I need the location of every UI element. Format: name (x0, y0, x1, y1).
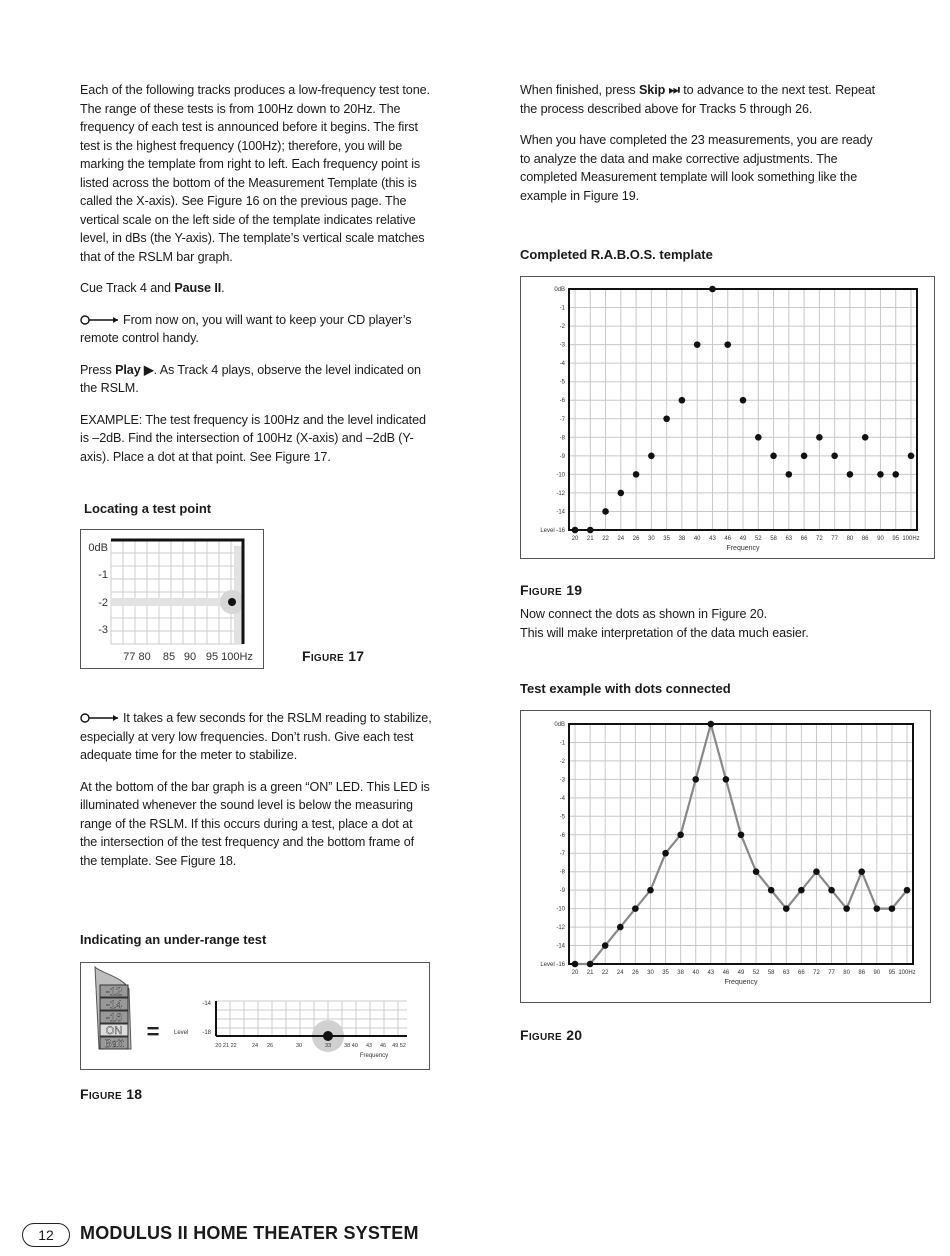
y-tick-label: -12 (556, 490, 565, 497)
level-label: Level (174, 1030, 189, 1036)
y-tick-label: -8 (559, 869, 565, 876)
data-point (708, 721, 715, 728)
fig17-x-label: 95 (205, 651, 219, 663)
cue-text: Cue Track 4 and (80, 281, 175, 295)
x-tick-label: 52 (752, 970, 760, 976)
x-tick-label: 49 (739, 536, 747, 542)
data-point (889, 905, 896, 912)
finished-text: When finished, press (520, 83, 639, 97)
x-tick-label: 58 (770, 536, 777, 542)
figure-18-graphic (80, 962, 430, 1070)
x-tick-label: 52 (754, 536, 762, 542)
y-tick-label: Level -16 (540, 528, 565, 534)
fig18-x-label: 24 (251, 1043, 259, 1049)
data-point (647, 887, 654, 894)
x-tick-label: 22 (601, 970, 609, 976)
x-tick-label: 26 (632, 970, 639, 976)
data-point (633, 471, 640, 478)
fig17-svg (81, 530, 263, 668)
y-tick-label: -5 (559, 814, 565, 821)
completed-paragraph: When you have completed the 23 measurements, you are ready to analyze the data and make corrective adjustments. The completed Measurement template will look something like the example in Figure 19. (520, 133, 873, 203)
x-tick-label: 63 (785, 536, 793, 542)
x-tick-label: 49 (737, 970, 745, 976)
fig18-x-label: 38 40 (344, 1043, 358, 1049)
data-point (602, 508, 609, 515)
cue-paragraph (80, 279, 432, 298)
x-tick-label: 43 (707, 970, 715, 976)
x-tick-label: 38 (678, 536, 686, 542)
x-tick-label: 90 (873, 970, 881, 976)
x-tick-label: 24 (616, 970, 624, 976)
data-point (677, 831, 684, 838)
fig18-x-label: 30 (295, 1043, 303, 1049)
equals-sign: = (146, 1019, 160, 1044)
data-point (874, 905, 881, 912)
y-tick-label: -14 (556, 943, 565, 950)
y-tick-label: -2 (559, 324, 565, 331)
y-tick-label: -1 (559, 740, 565, 747)
data-point (858, 868, 865, 875)
y-tick-label: 0dB (554, 722, 565, 728)
x-tick-label: 77 (831, 536, 838, 542)
fig17-x-label: 77 80 (123, 651, 151, 663)
data-point (587, 527, 594, 534)
y-tick-label: -6 (559, 832, 565, 839)
x-tick-label: 58 (767, 970, 775, 976)
play-label: Play ▶ (115, 362, 154, 377)
data-point (786, 471, 793, 478)
data-point (904, 887, 911, 894)
right-column (520, 81, 885, 218)
data-point (862, 434, 869, 441)
data-point (572, 961, 579, 968)
y-label-bottom: -18 (202, 1030, 211, 1036)
x-tick-label: 46 (724, 536, 732, 542)
fig17-x-label: 90 (183, 651, 197, 663)
x-tick-label: 24 (617, 536, 625, 542)
data-point (618, 490, 625, 497)
press-text: Press (80, 362, 116, 377)
x-tick-label: 20 (571, 536, 579, 542)
x-tick-label: 22 (602, 536, 609, 542)
x-tick-label: 95 (892, 536, 900, 542)
x-tick-label: 43 (709, 536, 716, 542)
x-axis-title: Frequency (726, 545, 760, 552)
data-point (783, 905, 790, 912)
fig17-y-label: -3 (98, 624, 108, 636)
footer-title: MODULUS II HOME THEATER SYSTEM (80, 1223, 419, 1243)
y-tick-label: -4 (559, 795, 565, 802)
data-point (740, 397, 747, 404)
pause-label: Pause II (174, 281, 222, 295)
x-tick-label: 95 (888, 970, 896, 976)
x-tick-label: 46 (722, 970, 730, 976)
fig20-svg (521, 711, 930, 1002)
data-point (648, 453, 655, 460)
x-tick-label: 72 (813, 970, 820, 976)
x-tick-label: 21 (586, 970, 594, 976)
y-tick-label: -9 (559, 888, 565, 895)
y-tick-label: 0dB (554, 287, 565, 293)
data-point (831, 453, 838, 460)
data-point (679, 397, 686, 404)
y-tick-label: -3 (559, 777, 565, 784)
data-point (877, 471, 884, 478)
x-tick-label: 80 (843, 970, 850, 976)
fig17-y-label: -2 (98, 597, 108, 609)
data-point (768, 887, 775, 894)
remote-note-text: From now on, you will want to keep your CD player’s remote control handy. (80, 312, 412, 345)
x-tick-label: 38 (677, 970, 684, 976)
test-point-dot (228, 598, 236, 606)
fig18-x-title: Frequency (359, 1053, 389, 1059)
fig18-x-label: 20 21 22 (215, 1043, 237, 1049)
data-point (694, 341, 701, 348)
data-point (816, 434, 823, 441)
fig18-label: Figure 18 (80, 1086, 143, 1102)
x-tick-label: 100Hz (902, 536, 920, 542)
data-point (843, 905, 850, 912)
data-point (813, 868, 820, 875)
fig18-x-label: 46 (379, 1043, 387, 1049)
fig18-x-label: 33 (324, 1043, 332, 1049)
data-point (617, 924, 624, 931)
fig17-x-label: 100Hz (221, 651, 253, 663)
data-point (724, 341, 731, 348)
x-tick-label: 30 (647, 970, 654, 976)
y-tick-label: -4 (559, 361, 565, 368)
fig18-x-label: 43 (365, 1043, 373, 1049)
key-icon (80, 712, 120, 724)
figure-17-graphic (80, 529, 264, 669)
meter-label-batt: Batt (104, 1038, 124, 1050)
y-tick-label: -3 (559, 342, 565, 349)
y-tick-label: -7 (559, 416, 565, 423)
y-tick-label: -6 (559, 398, 565, 405)
data-point (847, 471, 854, 478)
fig18-caption: Indicating an under-range test (80, 932, 267, 947)
x-tick-label: 86 (858, 970, 866, 976)
x-tick-label: 40 (693, 536, 701, 542)
cue-suffix: . (221, 281, 225, 295)
data-point (801, 453, 808, 460)
y-tick-label: Level -16 (540, 962, 565, 968)
fig19-svg (521, 277, 934, 558)
data-point (828, 887, 835, 894)
fig18-x-label: 26 (266, 1043, 274, 1049)
y-tick-label: -9 (559, 453, 565, 460)
left-column-lower (80, 709, 432, 883)
data-point (709, 286, 716, 293)
data-point (892, 471, 899, 478)
press-suffix: . As Track 4 plays, observe the level indicated on the RSLM. (80, 362, 421, 395)
data-point (770, 453, 777, 460)
stabilize-note (80, 709, 432, 765)
data-point (692, 776, 699, 783)
y-tick-label: -14 (556, 509, 565, 516)
x-axis-title: Frequency (724, 979, 758, 986)
skip-label: Skip ⏭ (639, 83, 680, 97)
fig17-label: Figure 17 (302, 648, 365, 664)
x-tick-label: 63 (782, 970, 790, 976)
data-point (753, 868, 760, 875)
data-point (663, 415, 670, 422)
x-tick-label: 77 (828, 970, 835, 976)
x-tick-label: 66 (800, 536, 808, 542)
data-point (798, 887, 805, 894)
meter-label: -12 (106, 986, 122, 998)
data-point (572, 527, 579, 534)
x-tick-label: 21 (586, 536, 594, 542)
finished-suffix: to advance to the next test. Repeat the process described above for Tracks 5 through 26. (520, 83, 876, 116)
figure-19-chart (520, 276, 935, 559)
y-tick-label: -1 (559, 305, 565, 312)
fig17-y-label: -1 (98, 569, 108, 581)
interpretation-line: This will make interpretation of the data much easier. (520, 625, 809, 640)
x-tick-label: 90 (877, 536, 884, 542)
meter-label: -14 (106, 999, 122, 1011)
example-paragraph: EXAMPLE: The test frequency is 100Hz and the level indicated is –2dB. Find the intersection of 100Hz (X-axis) and –2dB (Y-axis). Place a dot at that point. See Figure 17. (80, 412, 426, 464)
x-tick-label: 72 (816, 536, 823, 542)
finished-paragraph (520, 81, 885, 118)
x-tick-label: 80 (846, 536, 854, 542)
x-tick-label: 100Hz (898, 970, 916, 976)
meter-label-on: ON (105, 1025, 123, 1037)
fig17-y-label: 0dB (88, 542, 108, 554)
led-paragraph: At the bottom of the bar graph is a green “ON” LED. This LED is illuminated whenever the sound level is below the measuring range of the RSLM. If this occurs during a test, place a dot at the intersection of the test frequency and the bottom frame of the template. See Figure 18. (80, 779, 430, 868)
key-icon (80, 314, 120, 326)
page-number: 12 (22, 1223, 70, 1247)
fig20-caption: Test example with dots connected (520, 681, 731, 696)
y-tick-label: -10 (556, 906, 565, 913)
y-tick-label: -10 (556, 472, 565, 479)
y-tick-label: -12 (556, 925, 565, 932)
data-point (602, 942, 609, 949)
x-tick-label: 20 (571, 970, 579, 976)
fig18-x-label: 49 52 (392, 1043, 406, 1049)
x-tick-label: 35 (662, 970, 669, 976)
x-tick-label: 66 (798, 970, 805, 976)
data-point (755, 434, 762, 441)
y-tick-label: -7 (559, 851, 565, 858)
fig19-text (520, 605, 885, 642)
fig19-caption: Completed R.A.B.O.S. template (520, 247, 713, 262)
y-label-top: -14 (202, 1001, 211, 1007)
x-tick-label: 35 (663, 536, 670, 542)
x-tick-label: 30 (648, 536, 655, 542)
fig20-label: Figure 20 (520, 1027, 583, 1043)
data-point (632, 905, 639, 912)
y-tick-label: -2 (559, 758, 565, 765)
left-column (80, 81, 432, 479)
data-point (587, 961, 594, 968)
fig19-label: Figure 19 (520, 582, 583, 598)
data-point (738, 831, 745, 838)
x-tick-label: 26 (632, 536, 640, 542)
x-tick-label: 86 (861, 536, 869, 542)
meter-label: -16 (106, 1012, 122, 1024)
fig18-svg (81, 963, 429, 1069)
data-point (908, 453, 915, 460)
data-point (662, 850, 669, 857)
y-tick-label: -8 (559, 435, 565, 442)
fig17-x-label: 85 (162, 651, 176, 663)
fig17-caption: Locating a test point (84, 501, 212, 516)
connect-dots-line: Now connect the dots as shown in Figure 20. (520, 607, 768, 621)
y-tick-label: -5 (559, 379, 565, 386)
figure-20-chart (520, 710, 931, 1003)
intro-paragraph: Each of the following tracks produces a low-frequency test tone. The range of these tests is from 100Hz down to 20Hz. The frequency of each test is announced before it begins. The first test is the highest frequency (100Hz); therefore, you will be marking the template from right to left. Each frequency point is listed across the bottom of the Measurement Template (this is called the X-axis). See Figure 16 on the previous page. The vertical scale on the left side of the template indicates relative level, in dBs (the Y-axis). The template’s vertical scale matches that of the RSLM bar graph. (80, 83, 430, 264)
x-tick-label: 40 (692, 970, 700, 976)
data-point (723, 776, 730, 783)
stabilize-note-text: It takes a few seconds for the RSLM reading to stabilize, especially at very low frequencies. Don’t rush. Give each test adequate time for the meter to stabilize. (80, 711, 432, 762)
press-play-paragraph (80, 361, 432, 398)
remote-note (80, 311, 432, 348)
